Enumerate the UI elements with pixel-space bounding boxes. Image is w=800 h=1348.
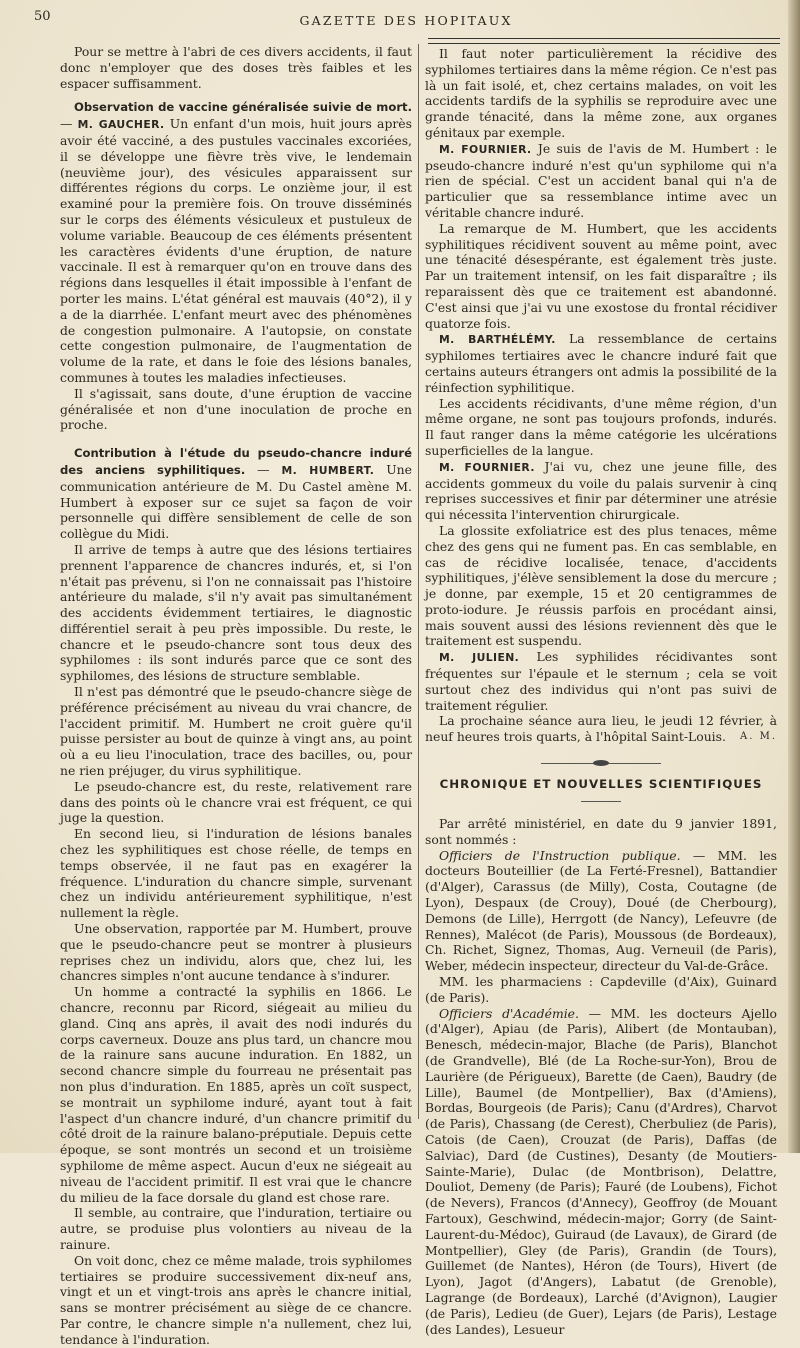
paragraph: Il semble, au contraire, que l'induration, tertiaire ou autre, se produise plus volontiers au niveau de la rainure. xyxy=(60,1205,412,1252)
section-vaccine xyxy=(60,99,412,385)
paragraph-fournier xyxy=(425,141,777,221)
paragraph-text: La prochaine séance aura lieu, le jeudi 12 février, à neuf heures trois quarts, à l'hôpital Saint-Louis. xyxy=(425,713,777,745)
paragraph-text: Une communication antérieure de M. Du Castel amène M. Humbert à exposer sur ce sujet sa façon de voir personnelle qui diffère sensiblement de celle de son collègue du Midi. xyxy=(60,461,412,542)
list-heading: Officiers de l'Instruction publique. xyxy=(439,847,681,863)
ornament-divider xyxy=(541,759,661,767)
paragraph: Par arrêté ministériel, en date du 9 janvier 1891, sont nommés : xyxy=(425,816,777,847)
paragraph-fournier-2 xyxy=(425,459,777,523)
list-heading: Officiers d'Académie. xyxy=(439,1005,579,1021)
paragraph: Il arrive de temps à autre que des lésions tertiaires prennent l'apparence de chancres indurés, et, si l'on n'était pas prévenu, si l'on ne connaissait pas l'histoire antérieure du malade, s'il n'y avait pas simultanément des accidents évidemment tertiaires, le diagnostic différentiel serait à peu près impossible. Du reste, le chancre et le pseudo-chancre sont tous deux des syphilomes : ils sont indurés parce que ce sont des syphilomes, des lésions de structure semblable. xyxy=(60,541,412,684)
paragraph: Une observation, rapportée par M. Humbert, prouve que le pseudo-chancre peut se montrer à plusieurs reprises chez un individu, alors que, chez lui, les chancres simples n'ont aucune tendance à s'indurer. xyxy=(60,921,412,984)
officiers-instruction xyxy=(425,848,777,974)
heading-dash: — xyxy=(60,116,78,132)
paragraph: Les accidents récidivants, d'une même région, d'un même organe, ne sont pas toujours profonds, indurés. Il faut ranger dans la même catégorie les ulcérations superficielles de la langue. xyxy=(425,395,777,458)
section-heading: Contribution à l'étude du pseudo-chancre induré des anciens syphilitiques. xyxy=(60,446,412,477)
paragraph: MM. les pharmaciens : Capdeville (d'Aix), Guinard (de Paris). xyxy=(425,974,777,1005)
paragraph: On voit donc, chez ce même malade, trois syphilomes tertiaires se produire successivement dix-neuf ans, vingt et un et vingt-trois ans après le chancre initial, sans se montrer précisément au siège de ce chancre. Par contre, le chancre simple n'a nullement, chez lui, tendance à l'induration. xyxy=(60,1252,412,1347)
header-double-rule xyxy=(428,38,780,44)
paragraph: La remarque de M. Humbert, que les accidents syphilitiques récidivent souvent au même point, avec une ténacité désespérante, est également très juste. Par un traitement intensif, on les fait disparaître ; ils reparaissent dès que ce traitement est abandonné. C'est ainsi que j'ai vu une exostose du frontal récidiver quatorze fois. xyxy=(425,220,777,331)
paragraph: En second lieu, si l'induration de lésions banales chez les syphilitiques est chose réelle, de temps en temps observée, il ne faut pas en exagérer la fréquence. L'induration du chancre simple, survenant chez un individu antérieurement syphilitique, n'est nullement la règle. xyxy=(60,826,412,921)
speaker-name: M. GAUCHER. xyxy=(77,118,165,132)
paragraph-text: La ressemblance de certains syphilomes tertiaires avec le chancre induré fait que certains auteurs étrangers ont admis la possibilité de la réinfection syphilitique. xyxy=(425,331,777,395)
page-number: 50 xyxy=(34,9,51,24)
paragraph-text: — MM. les docteurs Bouteillier (de La Ferté-Fresnel), Battandier (d'Alger), Carassus (de Milly), Costa, Coutagne (de Lyon), Despaux (de Crouy), Doué (de Cherbourg), Demons (de Lille), Herrgott (de Nancy), Lefeuvre (de Rennes), Malécot (de Paris), Moussous (de Bordeaux), Ch. Richet, Signez, Thomas, Aug. Verneuil (de Paris), Weber, médecin inspecteur, directeur du Val-de-Grâce. xyxy=(425,847,777,974)
officiers-academie xyxy=(425,1006,777,1338)
page-binding-edge xyxy=(788,0,800,1153)
paragraph-text: Un enfant d'un mois, huit jours après avoir été vacciné, a des pustules vaccinales excoriées, il se développe une fièvre très vive, le lendemain (neuvième jour), des vésicules apparaissent sur différentes régions du corps. Le onzième jour, il est examiné pour la première fois. On trouve disséminés sur le corps des éléments vésiculeux et pustuleux de volume variable. Beaucoup de ces éléments présentent les caractères évidents d'une éruption, de nature vaccinale. Il est à remarquer qu'on en trouve dans des régions dans lesquelles il était impossible à l'enfant de porter les mains. L'état général est mauvais (40°2), il y a de la diarrhée. L'enfant meurt avec des phénomènes de congestion pulmonaire. A l'autopsie, on constate cette congestion pulmonaire, de l'augmentation de volume de la rate, et dans le foie des lésions banales, communes à toutes les maladies infectieuses. xyxy=(60,116,412,385)
speaker-name: M. HUMBERT. xyxy=(281,463,375,477)
paragraph: Un homme a contracté la syphilis en 1866. Le chancre, reconnu par Ricord, siégeait au milieu du gland. Cinq ans après, il avait des nodi indurés du corps caverneux. Douze ans plus tard, un chancre mou de la rainure sans aucune induration. En 1882, un second chancre simple du fourreau ne présentait pas non plus d'induration. En 1885, après un coït suspect, se montrait un syphilome induré, ayant tout à fait l'aspect d'un chancre induré, d'un chancre primitif du côté droit de la rainure balano-préputiale. Depuis cette époque, se sont montrés un second et un troisième syphilome de même aspect. Aucun d'eux ne siégeait au niveau de l'accident primitif. Il est vrai que le chancre du milieu de la face dorsale du gland est chose rare. xyxy=(60,984,412,1205)
short-rule xyxy=(581,801,621,802)
heading-dash: — xyxy=(245,461,282,477)
right-column xyxy=(425,46,777,1337)
paragraph: Il s'agissait, sans doute, d'une éruption de vaccine généralisée et non d'une inoculation de proche en proche. xyxy=(60,385,412,433)
next-session-notice xyxy=(425,713,777,745)
section-heading: Observation de vaccine généralisée suivie de mort. xyxy=(74,100,412,115)
column-divider xyxy=(418,44,419,1119)
paragraph-text: J'ai vu, chez une jeune fille, des accidents gommeux du voile du palais survenir à cinq reprises successives et finir par déterminer une atrésie qui nécessita l'intervention chirurgicale. xyxy=(425,458,777,523)
speaker-name: M. FOURNIER. xyxy=(439,460,535,474)
paragraph: Le pseudo-chancre est, du reste, relativement rare dans des points où le chancre vrai est fréquent, ce qui juge la question. xyxy=(60,778,412,826)
paragraph-text: Je suis de l'avis de M. Humbert : le pseudo-chancre induré n'est qu'un syphilome qui n'a rien de spécial. C'est un accident banal qui n'a de particulier que sa ressemblance intime avec un véritable chancre induré. xyxy=(425,140,777,220)
paragraph-julien xyxy=(425,649,777,713)
left-column xyxy=(60,44,412,1347)
paragraph-barthelemy xyxy=(425,331,777,395)
signoff-initials: A. M. xyxy=(740,731,777,743)
paragraph-text: — MM. les docteurs Ajello (d'Alger), Apiau (de Paris), Alibert (de Montauban), Benesch, médecin-major, Blache (de Paris), Blanchot (de Grandvelle), Blé (de La Roche-sur-Yon), Brou de Laurière (de Périgueux), Barette (de Caen), Baudry (de Lille), Baumel (de Montpellier), Bax (d'Amiens), Bordas, Bourgeois (de Paris); Canu (d'Ardres), Charvot (de Paris), Chassang (de Cerest), Cherbuliez (de Paris), Catois (de Caen), Crouzat (de Paris), Daffas (de Salviac), Dard (de Custines), Desanty (de Moutiers-Sainte-Marie), Dulac (de Montbrison), Delattre, Douliot, Demeny (de Paris); Fauré (de Loubens), Fichot (de Nevers), Francos (d'Annecy), Geoffroy (de Mouant Fartoux), Geschwind, médecin-major; Gorry (de Saint-Laurent-du-Médoc), Guiraud (de Lavaux), de Girard (de Montpellier), Gley (de Paris), Grandin (de Tours), Guillemet (de Nantes), Héron (de Tours), Hivert (de Lyon), Jagot (d'Angers), Labatut (de Grenoble), Lagrange (de Bordeaux), Larché (d'Avignon), Laugier (de Paris), Ledieu (de Guer), Lejars (de Paris), Lestage (des Landes), Lesueur xyxy=(425,1005,777,1337)
page-header xyxy=(34,6,778,34)
running-title: GAZETTE DES HOPITAUX xyxy=(299,13,513,28)
paragraph: Pour se mettre à l'abri de ces divers accidents, il faut donc n'employer que des doses très faibles et les espacer suffisamment. xyxy=(60,44,412,91)
speaker-name: M. JULIEN. xyxy=(439,651,520,665)
paragraph-text: Les syphilides récidivantes sont fréquentes sur l'épaule et le sternum ; cela se voit surtout chez des individus qui n'ont pas suivi de traitement régulier. xyxy=(425,649,777,713)
section-contribution xyxy=(60,445,412,542)
chronique-title: CHRONIQUE ET NOUVELLES SCIENTIFIQUES xyxy=(439,777,763,792)
paragraph: Il faut noter particulièrement la récidive des syphilomes tertiaires dans la même région. Ce n'est pas là un fait isolé, et, chez certains malades, on voit les accidents tardifs de la syphilis se reproduire avec une grande ténacité, dans la même zone, aux organes génitaux par exemple. xyxy=(425,46,777,140)
speaker-name: M. BARTHÉLÉMY. xyxy=(439,333,556,347)
paragraph: Il n'est pas démontré que le pseudo-chancre siège de préférence précisément au niveau du vrai chancre, de l'accident primitif. M. Humbert ne croit guère qu'il puisse persister au bout de quinze à vingt ans, au point où a eu lieu l'inoculation, trace des bacilles, ou, pour ne rien préjuger, du virus syphilitique. xyxy=(60,684,412,779)
paragraph: La glossite exfoliatrice est des plus tenaces, même chez des gens qui ne fument pas. En cas semblable, en cas de récidive localisée, tenace, d'accidents syphilitiques, j'élève sensiblement la dose du mercure ; je donne, par exemple, 15 et 20 centigrammes de proto-iodure. Je réussis parfois en procédant ainsi, mais souvent aussi des lésions reviennent dès que le traitement est suspendu. xyxy=(425,522,777,649)
speaker-name: M. FOURNIER. xyxy=(439,142,532,156)
